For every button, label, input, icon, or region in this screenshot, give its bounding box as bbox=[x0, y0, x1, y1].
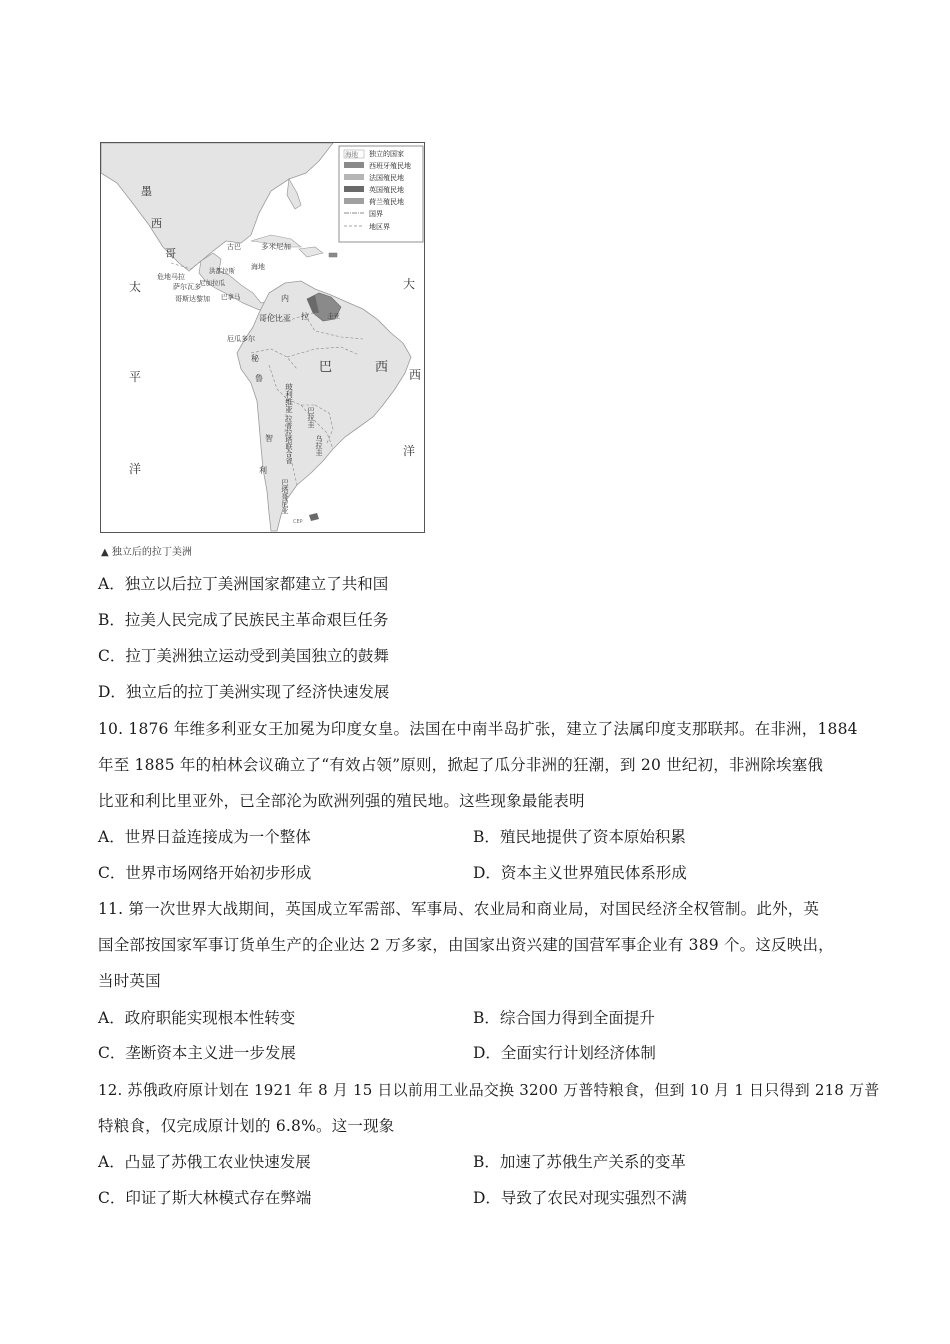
q11-stem-line-3: 当时英国 bbox=[98, 972, 161, 990]
label-venezuela-2: 拉 bbox=[301, 312, 309, 321]
label-guyana: 圭亚 bbox=[327, 312, 340, 320]
legend-item-spanish: 西班牙殖民地 bbox=[369, 162, 411, 170]
q10-option-c: C．世界市场网络开始初步形成 bbox=[98, 864, 312, 882]
label-cuba: 古巴 bbox=[227, 243, 241, 251]
label-pacific-1: 太 bbox=[129, 280, 142, 294]
label-dominica: 多米尼加 bbox=[261, 242, 291, 251]
label-argentina: 拉普拉塔联合省 bbox=[285, 415, 293, 464]
label-atlantic-3: 洋 bbox=[403, 444, 416, 458]
q10-option-b: B．殖民地提供了资本原始积累 bbox=[473, 828, 686, 846]
label-pacific-3: 洋 bbox=[129, 462, 142, 476]
q10-stem-line-2: 年至 1885 年的柏林会议确立了“有效占领”原则，掀起了瓜分非洲的狂潮，到 20 世纪初，非洲除埃塞俄 bbox=[98, 756, 824, 774]
legend-item-independent: 独立的国家 bbox=[369, 150, 404, 158]
q11-stem-line-1: 11. 第一次世界大战期间，英国成立军需部、军事局、农业局和商业局，对国民经济全权管制。此外，英 bbox=[98, 900, 820, 918]
q12-option-a: A．凸显了苏俄工农业快速发展 bbox=[98, 1153, 311, 1171]
label-nicaragua: 尼加拉瓜 bbox=[199, 279, 225, 287]
label-mexico-1: 墨 bbox=[141, 185, 152, 198]
label-haiti: 海地 bbox=[251, 263, 265, 271]
label-peru: 秘 bbox=[251, 354, 259, 363]
latin-america-map bbox=[100, 142, 425, 533]
label-patagonia: 巴塔哥尼亚 bbox=[281, 479, 289, 514]
label-costarica: 哥斯达黎加 bbox=[175, 295, 210, 303]
q11-stem-line-2: 国全部按国家军事订货单生产的企业达 2 万多家，由国家出资兴建的国营军事企业有 389 个。这反映出， bbox=[98, 936, 834, 954]
label-guatemala: 危地马拉 bbox=[157, 273, 185, 281]
q10-option-a: A．世界日益连接成为一个整体 bbox=[98, 828, 311, 846]
label-peru-2: 鲁 bbox=[255, 374, 263, 383]
label-colombia: 哥伦比亚 bbox=[259, 314, 291, 323]
legend-item-national-border: 国界 bbox=[369, 210, 383, 218]
label-bolivia: 玻利维亚 bbox=[284, 383, 294, 413]
q9-option-d: D．独立后的拉丁美洲实现了经济快速发展 bbox=[98, 683, 390, 701]
label-panama: 巴拿马 bbox=[221, 293, 241, 301]
q12-stem-line-2: 特粮食，仅完成原计划的 6.8%。这一现象 bbox=[98, 1117, 395, 1135]
map-graphic bbox=[101, 143, 425, 533]
label-atlantic-1: 大 bbox=[403, 277, 416, 291]
label-chile: 智 bbox=[265, 434, 273, 443]
legend-item-regional-border: 地区界 bbox=[369, 223, 390, 231]
label-atlantic-2: 西 bbox=[409, 368, 422, 382]
puerto-rico-land bbox=[329, 253, 337, 257]
q10-stem-line-1: 10. 1876 年维多利亚女王加冕为印度女皇。法国在中南半岛扩张，建立了法属印度支那联邦。在非洲，1884 bbox=[98, 720, 858, 738]
legend-item-dutch: 荷兰殖民地 bbox=[369, 198, 404, 206]
label-ecuador: 厄瓜多尔 bbox=[227, 335, 255, 343]
q9-option-b: B．拉美人民完成了民族民主革命艰巨任务 bbox=[98, 611, 389, 629]
label-mexico-3: 哥 bbox=[165, 247, 176, 260]
q10-stem-line-3: 比亚和利比里亚外，已全部沦为欧洲列强的殖民地。这些现象最能表明 bbox=[98, 792, 585, 810]
q9-option-c: C．拉丁美洲独立运动受到美国独立的鼓舞 bbox=[98, 647, 389, 665]
label-mexico-2: 西 bbox=[151, 217, 162, 230]
label-pacific-2: 平 bbox=[129, 370, 142, 384]
map-caption: ▲ 独立后的拉丁美洲 bbox=[101, 547, 192, 558]
legend-sea-label: 海地 bbox=[345, 150, 358, 159]
label-brazil-1: 巴 bbox=[319, 360, 333, 375]
label-paraguay: 巴拉圭 bbox=[307, 407, 315, 428]
q11-option-c: C．垄断资本主义进一步发展 bbox=[98, 1044, 296, 1062]
map-legend bbox=[339, 146, 423, 242]
label-venezuela-1: 内 bbox=[281, 294, 289, 303]
label-brazil-2: 西 bbox=[375, 360, 389, 375]
q12-option-c: C．印证了斯大林模式存在弊端 bbox=[98, 1189, 312, 1207]
label-chile-2: 利 bbox=[259, 466, 267, 475]
legend-item-french: 法国殖民地 bbox=[369, 174, 404, 182]
label-salvador: 萨尔瓦多 bbox=[173, 283, 201, 291]
legend-item-british: 英国殖民地 bbox=[369, 186, 404, 194]
q11-option-d: D．全面实行计划经济体制 bbox=[473, 1044, 656, 1062]
label-uruguay: 乌拉圭 bbox=[315, 435, 323, 456]
q12-option-d: D．导致了农民对现实强烈不满 bbox=[473, 1189, 687, 1207]
q12-option-b: B．加速了苏俄生产关系的变革 bbox=[473, 1153, 686, 1171]
q11-option-a: A．政府职能实现根本性转变 bbox=[98, 1009, 296, 1027]
map-credit: CEP bbox=[293, 519, 303, 525]
label-honduras: 洪都拉斯 bbox=[209, 267, 235, 275]
q12-stem-line-1: 12. 苏俄政府原计划在 1921 年 8 月 15 日以前用工业品交换 3200 万普特粮食，但到 10 月 1 日只得到 218 万普 bbox=[98, 1081, 880, 1099]
q9-option-a: A．独立以后拉丁美洲国家都建立了共和国 bbox=[98, 575, 389, 593]
q11-option-b: B．综合国力得到全面提升 bbox=[473, 1009, 655, 1027]
q10-option-d: D．资本主义世界殖民体系形成 bbox=[473, 864, 687, 882]
